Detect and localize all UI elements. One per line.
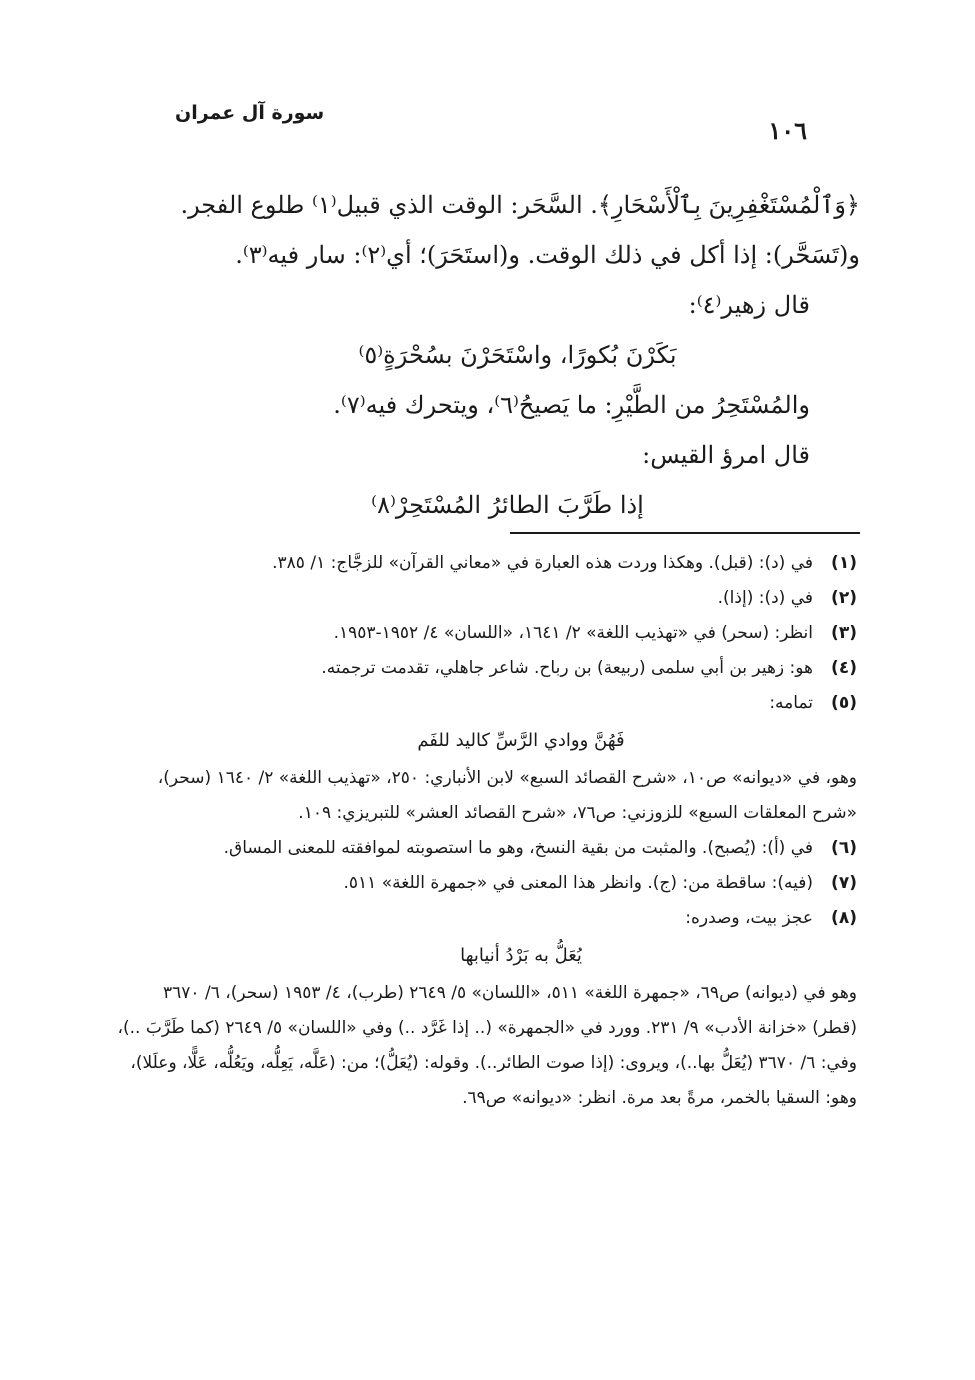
footnote [115,616,857,651]
footnote-continuation: وهو في (ديوانه) ص٦٩، «جمهرة اللغة» ٥١١، «اللسان» ٥/ ٢٦٤٩ (طرب)، ٤/ ١٩٥٣ (سحر)، ٦/ ٣٦٧٠ (قطر) «خزانة الأدب» ٩/ ٢٣١. وورد في «الجمهرة» (.. إذا غَرَّد ..) وفي «اللسان» ٥/ ٢٦٤٩ (كما طَرَّبَ ..)، وفي: ٦/ ٣٦٧٠ (يُعَلُّ بها..)، ويروى: (إذا صوت الطائر..). وقوله: (يُعَلُّ)؛ من: (عَلَّه، يَعِلُّه، ويَعُلُّه، عَلًّا، وعلَلا)، وهو: السقيا بالخمر، مرةً بعد مرة. انظر: «ديوانه» ص٦٩. [117,983,857,1108]
body-line: قال زهير⁽٤⁾: [688,291,810,319]
footnote-text: انظر: (سحر) في «تهذيب اللغة» ٢/ ١٦٤١، «اللسان» ٤/ ١٩٥٢-١٩٥٣. [333,623,813,643]
footnote-number: (٢) [831,588,857,608]
footnote [115,651,857,686]
footnote-verse: يُعَلُّ به بَرْدُ أنيابها [460,945,582,966]
body-line: والمُسْتَحِرُ من الطَّيْرِ: ما يَصيحُ⁽٦⁾، ويتحرك فيه⁽٧⁾. [333,391,810,419]
footnote-text: في (د): (إذا). [717,588,813,608]
page-header [115,96,807,145]
footnote [115,546,857,581]
page-number: ١٠٦ [768,116,807,145]
footnote-text: في (د): (قبل). وهكذا وردت هذه العبارة في «معاني القرآن» للزجَّاج: ١/ ٣٨٥. [272,553,813,573]
footnote-text: (فيه): ساقطة من: (ج). وانظر هذا المعنى في «جمهرة اللغة» ٥١١. [343,873,813,893]
footnotes [115,546,857,1116]
footnote-number: (٧) [831,873,857,893]
footnote [115,866,857,901]
body-line: قال امرؤ القيس: [642,441,810,469]
body-line: ﴿وَٱلْمُسْتَغْفِرِينَ بِٱلْأَسْحَارِ﴾. السَّحَر: الوقت الذي قبيل⁽١⁾ طلوع الفجر. [180,191,860,219]
footnote-number: (٦) [831,838,857,858]
footnote-separator [510,532,860,534]
footnote [115,901,857,936]
footnote-number: (٤) [831,658,857,678]
footnote-verse: فَهُنَّ ووادي الرَّسِّ كاليد للفَم [417,730,625,751]
body-line: و(تَسَحَّر): إذا أكل في ذلك الوقت. و(استَحَرَ)؛ أي⁽٢⁾: سار فيه⁽٣⁾. [235,241,860,269]
footnote [115,831,857,866]
footnote-number: (٣) [831,623,857,643]
footnote-text: في (أ): (يُصبح). والمثبت من بقية النسخ، وهو ما استصوبته لموافقته للمعنى المساق. [223,838,813,858]
footnote-number: (٨) [831,908,857,928]
footnote-number: (١) [831,553,857,573]
footnote [115,686,857,721]
main-text [115,180,860,530]
footnote-continuation: وهو، في «ديوانه» ص١٠، «شرح القصائد السبع» لابن الأنباري: ٢٥٠، «تهذيب اللغة» ٢/ ١٦٤٠ (سحر)، «شرح المعلقات السبع» للزوزني: ص٧٦، «شرح القصائد العشر» للتبريزي: ١٠٩. [157,768,857,823]
poetry-verse: بَكَرْنَ بُكورًا، واسْتَحَرْنَ بسُحْرَةٍ⁽٥⁾ [358,341,677,369]
footnote-text: هو: زهير بن أبي سلمى (ربيعة) بن رباح. شاعر جاهلي، تقدمت ترجمته. [321,658,813,678]
footnote [115,581,857,616]
footnote-text: تمامه: [769,693,813,713]
footnote-text: عجز بيت، وصدره: [685,908,813,928]
poetry-verse: إذا طَرَّبَ الطائرُ المُسْتَحِرْ⁽٨⁾ [371,491,644,519]
footnote-number: (٥) [831,693,857,713]
surah-name: سورة آل عمران [175,102,325,124]
